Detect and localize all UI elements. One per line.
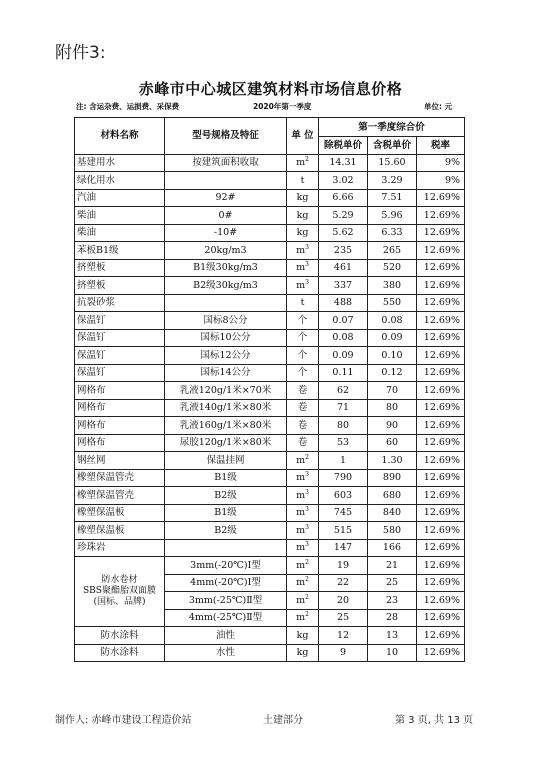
unit-cell	[287, 417, 319, 435]
price-in-tax: 580	[368, 522, 417, 540]
waterproof-name-line: 防水卷材	[101, 575, 138, 585]
price-ex-tax: 515	[319, 522, 368, 540]
unit-text: 个	[297, 349, 308, 361]
unit-cell	[287, 574, 319, 592]
price-ex-tax: 20	[319, 592, 368, 610]
price-in-tax: 1.30	[368, 452, 417, 470]
unit-text: m	[296, 244, 306, 256]
tax-rate: 12.69%	[417, 627, 465, 645]
material-name: 橡塑保温板	[75, 504, 165, 522]
tax-rate: 12.69%	[417, 539, 465, 557]
material-name: 保温钉	[75, 347, 165, 365]
table-row	[75, 259, 465, 277]
unit-text: m	[296, 542, 306, 554]
tax-rate: 12.69%	[417, 399, 465, 417]
header-tax-rate: 税率	[417, 137, 465, 155]
unit-text: m	[296, 559, 306, 571]
tax-rate: 12.69%	[417, 557, 465, 575]
tax-rate: 12.69%	[417, 644, 465, 662]
unit-cell	[287, 644, 319, 662]
table-row	[75, 294, 465, 312]
material-spec	[165, 172, 287, 190]
price-in-tax: 520	[368, 259, 417, 277]
table-row	[75, 364, 465, 382]
tax-rate: 12.69%	[417, 189, 465, 207]
table-row	[75, 154, 465, 172]
unit-exponent: 2	[305, 576, 309, 584]
unit-cell	[287, 154, 319, 172]
unit-cell	[287, 592, 319, 610]
table-row	[75, 312, 465, 330]
material-spec	[165, 539, 287, 557]
unit-cell	[287, 399, 319, 417]
unit-text: m	[296, 524, 306, 536]
price-in-tax: 0.08	[368, 312, 417, 330]
price-ex-tax: 337	[319, 277, 368, 295]
unit-text: kg	[296, 629, 309, 641]
price-table-body	[75, 154, 465, 662]
waterproof-name-line: (国标、品牌)	[93, 597, 146, 607]
unit-cell	[287, 504, 319, 522]
material-name: 柴油	[75, 207, 165, 225]
price-ex-tax: 62	[319, 382, 368, 400]
unit-exponent: 3	[305, 471, 309, 479]
unit-text: m	[296, 507, 306, 519]
footer-section: 土建部分	[263, 715, 303, 726]
price-in-tax: 890	[368, 469, 417, 487]
unit-exponent: 2	[305, 593, 309, 601]
unit-text: m	[296, 594, 306, 606]
material-spec: 乳液160g/1米×80米	[165, 417, 287, 435]
price-in-tax: 3.29	[368, 172, 417, 190]
price-ex-tax: 71	[319, 399, 368, 417]
unit-exponent: 2	[305, 558, 309, 566]
table-row	[75, 417, 465, 435]
table-row	[75, 224, 465, 242]
unit-text: kg	[296, 227, 309, 239]
price-in-tax: 0.09	[368, 329, 417, 347]
material-spec: 20kg/m3	[165, 242, 287, 260]
unit-exponent: 2	[305, 453, 309, 461]
document-title: 赤峰市中心城区建筑材料市场信息价格	[138, 80, 403, 98]
unit-cell	[287, 469, 319, 487]
price-ex-tax: 5.29	[319, 207, 368, 225]
unit-text: m	[296, 279, 306, 291]
price-in-tax: 28	[368, 609, 417, 627]
material-spec: B2级	[165, 522, 287, 540]
tax-rate: 12.69%	[417, 382, 465, 400]
tax-rate: 12.69%	[417, 522, 465, 540]
unit-text: 个	[297, 314, 308, 326]
unit-exponent: 3	[305, 488, 309, 496]
material-spec: 3mm(-25℃)Ⅱ型	[165, 592, 287, 610]
price-ex-tax: 5.62	[319, 224, 368, 242]
unit-exponent: 3	[305, 523, 309, 531]
unit-text: 卷	[297, 384, 308, 396]
unit-exponent: 3	[305, 278, 309, 286]
tax-rate: 12.69%	[417, 347, 465, 365]
tax-rate: 9%	[417, 172, 465, 190]
table-row	[75, 382, 465, 400]
table-row	[75, 207, 465, 225]
waterproof-material-name	[75, 557, 165, 627]
unit-exponent: 3	[305, 243, 309, 251]
unit-cell	[287, 294, 319, 312]
table-row	[75, 189, 465, 207]
header-name: 材料名称	[75, 118, 165, 155]
unit-exponent: 3	[305, 541, 309, 549]
tax-rate: 12.69%	[417, 609, 465, 627]
price-ex-tax: 22	[319, 574, 368, 592]
unit-cell	[287, 382, 319, 400]
tax-rate: 12.69%	[417, 207, 465, 225]
table-row	[75, 644, 465, 662]
unit-text: 卷	[297, 419, 308, 431]
material-name: 珍珠岩	[75, 539, 165, 557]
price-in-tax: 15.60	[368, 154, 417, 172]
unit-cell	[287, 277, 319, 295]
unit-cell	[287, 487, 319, 505]
material-name: 绿化用水	[75, 172, 165, 190]
period-label: 2020年第一季度	[253, 102, 312, 111]
price-in-tax: 70	[368, 382, 417, 400]
price-ex-tax: 0.11	[319, 364, 368, 382]
header-unit: 单 位	[287, 118, 319, 155]
price-in-tax: 380	[368, 277, 417, 295]
table-row	[75, 277, 465, 295]
price-ex-tax: 1	[319, 452, 368, 470]
unit-exponent: 2	[305, 611, 309, 619]
unit-text: kg	[296, 192, 309, 204]
unit-cell	[287, 557, 319, 575]
price-ex-tax: 603	[319, 487, 368, 505]
material-spec: 油性	[165, 627, 287, 645]
material-name: 防水涂料	[75, 627, 165, 645]
tax-rate: 12.69%	[417, 312, 465, 330]
material-name: 橡塑保温管壳	[75, 487, 165, 505]
price-in-tax: 166	[368, 539, 417, 557]
material-spec: 92#	[165, 189, 287, 207]
material-spec	[165, 294, 287, 312]
price-ex-tax: 25	[319, 609, 368, 627]
table-row	[75, 434, 465, 452]
material-name: 网格布	[75, 399, 165, 417]
unit-text: t	[300, 297, 305, 309]
material-spec: 4mm(-25℃)Ⅱ型	[165, 609, 287, 627]
price-in-tax: 25	[368, 574, 417, 592]
unit-text: m	[296, 157, 306, 169]
price-in-tax: 0.12	[368, 364, 417, 382]
table-row	[75, 399, 465, 417]
tax-rate: 12.69%	[417, 434, 465, 452]
unit-cell	[287, 312, 319, 330]
material-spec: 国标12公分	[165, 347, 287, 365]
price-in-tax: 90	[368, 417, 417, 435]
material-name: 挤塑板	[75, 259, 165, 277]
unit-cell	[287, 347, 319, 365]
material-name: 钢丝网	[75, 452, 165, 470]
material-spec: B2级	[165, 487, 287, 505]
material-name: 网格布	[75, 417, 165, 435]
unit-cell	[287, 329, 319, 347]
tax-rate: 12.69%	[417, 329, 465, 347]
tax-rate: 12.69%	[417, 469, 465, 487]
price-table	[74, 117, 465, 662]
price-ex-tax: 0.07	[319, 312, 368, 330]
price-ex-tax: 6.66	[319, 189, 368, 207]
unit-text: 个	[297, 367, 308, 379]
material-spec: 尿胶120g/1米×80米	[165, 434, 287, 452]
tax-rate: 12.69%	[417, 504, 465, 522]
material-spec: B1级	[165, 504, 287, 522]
material-name: 防水涂料	[75, 644, 165, 662]
table-row	[75, 347, 465, 365]
unit-text: m	[296, 262, 306, 274]
price-in-tax: 10	[368, 644, 417, 662]
material-spec: 4mm(-20℃)Ⅰ型	[165, 574, 287, 592]
unit-text: m	[296, 612, 306, 624]
tax-rate: 12.69%	[417, 224, 465, 242]
material-name: 橡塑保温板	[75, 522, 165, 540]
price-in-tax: 265	[368, 242, 417, 260]
price-in-tax: 840	[368, 504, 417, 522]
table-row	[75, 522, 465, 540]
price-ex-tax: 461	[319, 259, 368, 277]
table-row	[75, 172, 465, 190]
tax-rate: 12.69%	[417, 452, 465, 470]
price-in-tax: 13	[368, 627, 417, 645]
material-name: 保温钉	[75, 312, 165, 330]
material-spec: 乳液140g/1米×80米	[165, 399, 287, 417]
material-spec: 按建筑面积收取	[165, 154, 287, 172]
waterproof-name-line: SBS聚酯胎双面膜	[83, 586, 156, 596]
footer-maker: 制作人: 赤峰市建设工程造价站	[55, 715, 192, 726]
header-ex-tax: 除税单价	[319, 137, 368, 155]
price-ex-tax: 3.02	[319, 172, 368, 190]
material-name: 挤塑板	[75, 277, 165, 295]
unit-cell	[287, 207, 319, 225]
material-name: 苯板B1级	[75, 242, 165, 260]
unit-cell	[287, 452, 319, 470]
price-in-tax: 5.96	[368, 207, 417, 225]
material-spec: -10#	[165, 224, 287, 242]
tax-rate: 12.69%	[417, 277, 465, 295]
header-quarter-price: 第一季度综合价	[319, 118, 465, 137]
unit-exponent: 3	[305, 506, 309, 514]
material-name: 柴油	[75, 224, 165, 242]
price-ex-tax: 235	[319, 242, 368, 260]
unit-cell	[287, 522, 319, 540]
tax-rate: 12.69%	[417, 574, 465, 592]
tax-rate: 12.69%	[417, 259, 465, 277]
price-in-tax: 80	[368, 399, 417, 417]
table-row	[75, 242, 465, 260]
price-note: 注: 含运杂费、运损费、采保费	[76, 102, 180, 111]
material-spec: 国标8公分	[165, 312, 287, 330]
table-row	[75, 487, 465, 505]
material-spec: 0#	[165, 207, 287, 225]
unit-text: m	[296, 489, 306, 501]
unit-text: m	[296, 454, 306, 466]
material-name: 网格布	[75, 434, 165, 452]
price-in-tax: 680	[368, 487, 417, 505]
price-ex-tax: 488	[319, 294, 368, 312]
unit-cell	[287, 189, 319, 207]
price-ex-tax: 19	[319, 557, 368, 575]
tax-rate: 12.69%	[417, 487, 465, 505]
unit-text: 卷	[297, 437, 308, 449]
tax-rate: 12.69%	[417, 364, 465, 382]
price-ex-tax: 147	[319, 539, 368, 557]
material-name: 基建用水	[75, 154, 165, 172]
header-in-tax: 含税单价	[368, 137, 417, 155]
unit-cell	[287, 242, 319, 260]
material-name: 汽油	[75, 189, 165, 207]
unit-exponent: 2	[305, 156, 309, 164]
price-in-tax: 23	[368, 592, 417, 610]
table-row	[75, 539, 465, 557]
material-spec: 国标14公分	[165, 364, 287, 382]
table-row	[75, 469, 465, 487]
unit-text: kg	[296, 209, 309, 221]
unit-cell	[287, 627, 319, 645]
tax-rate: 12.69%	[417, 294, 465, 312]
tax-rate: 12.69%	[417, 592, 465, 610]
material-spec: B1级30kg/m3	[165, 259, 287, 277]
price-in-tax: 60	[368, 434, 417, 452]
unit-text: m	[296, 472, 306, 484]
tax-rate: 12.69%	[417, 417, 465, 435]
unit-cell	[287, 224, 319, 242]
price-in-tax: 21	[368, 557, 417, 575]
unit-cell	[287, 434, 319, 452]
unit-cell	[287, 539, 319, 557]
price-ex-tax: 0.09	[319, 347, 368, 365]
price-ex-tax: 12	[319, 627, 368, 645]
unit-text: t	[300, 174, 305, 186]
unit-cell	[287, 259, 319, 277]
table-row	[75, 627, 465, 645]
unit-exponent: 3	[305, 261, 309, 269]
material-name: 网格布	[75, 382, 165, 400]
material-name: 保温钉	[75, 329, 165, 347]
table-row	[75, 329, 465, 347]
attachment-label: 附件3:	[55, 43, 106, 63]
material-name: 保温钉	[75, 364, 165, 382]
material-spec: 国标10公分	[165, 329, 287, 347]
price-in-tax: 0.10	[368, 347, 417, 365]
price-in-tax: 7.51	[368, 189, 417, 207]
unit-cell	[287, 364, 319, 382]
price-ex-tax: 790	[319, 469, 368, 487]
price-ex-tax: 14.31	[319, 154, 368, 172]
material-spec: 水性	[165, 644, 287, 662]
price-in-tax: 550	[368, 294, 417, 312]
price-ex-tax: 745	[319, 504, 368, 522]
price-ex-tax: 9	[319, 644, 368, 662]
material-spec: 乳液120g/1米×70米	[165, 382, 287, 400]
table-row	[75, 504, 465, 522]
tax-rate: 12.69%	[417, 242, 465, 260]
material-name: 抗裂砂浆	[75, 294, 165, 312]
unit-cell	[287, 609, 319, 627]
unit-text: 卷	[297, 402, 308, 414]
unit-text: 个	[297, 332, 308, 344]
material-spec: 保温挂网	[165, 452, 287, 470]
material-name: 橡塑保温管壳	[75, 469, 165, 487]
tax-rate: 9%	[417, 154, 465, 172]
material-spec: B2级30kg/m3	[165, 277, 287, 295]
table-row	[75, 452, 465, 470]
price-ex-tax: 80	[319, 417, 368, 435]
price-ex-tax: 53	[319, 434, 368, 452]
price-in-tax: 6.33	[368, 224, 417, 242]
unit-text: kg	[296, 647, 309, 659]
price-ex-tax: 0.08	[319, 329, 368, 347]
material-spec: B1级	[165, 469, 287, 487]
table-row	[75, 557, 465, 575]
unit-cell	[287, 172, 319, 190]
footer-page: 第 3 页, 共 13 页	[395, 715, 474, 726]
unit-label: 单位: 元	[424, 102, 453, 111]
header-spec: 型号规格及特征	[165, 118, 287, 155]
unit-text: m	[296, 577, 306, 589]
material-spec: 3mm(-20℃)Ⅰ型	[165, 557, 287, 575]
